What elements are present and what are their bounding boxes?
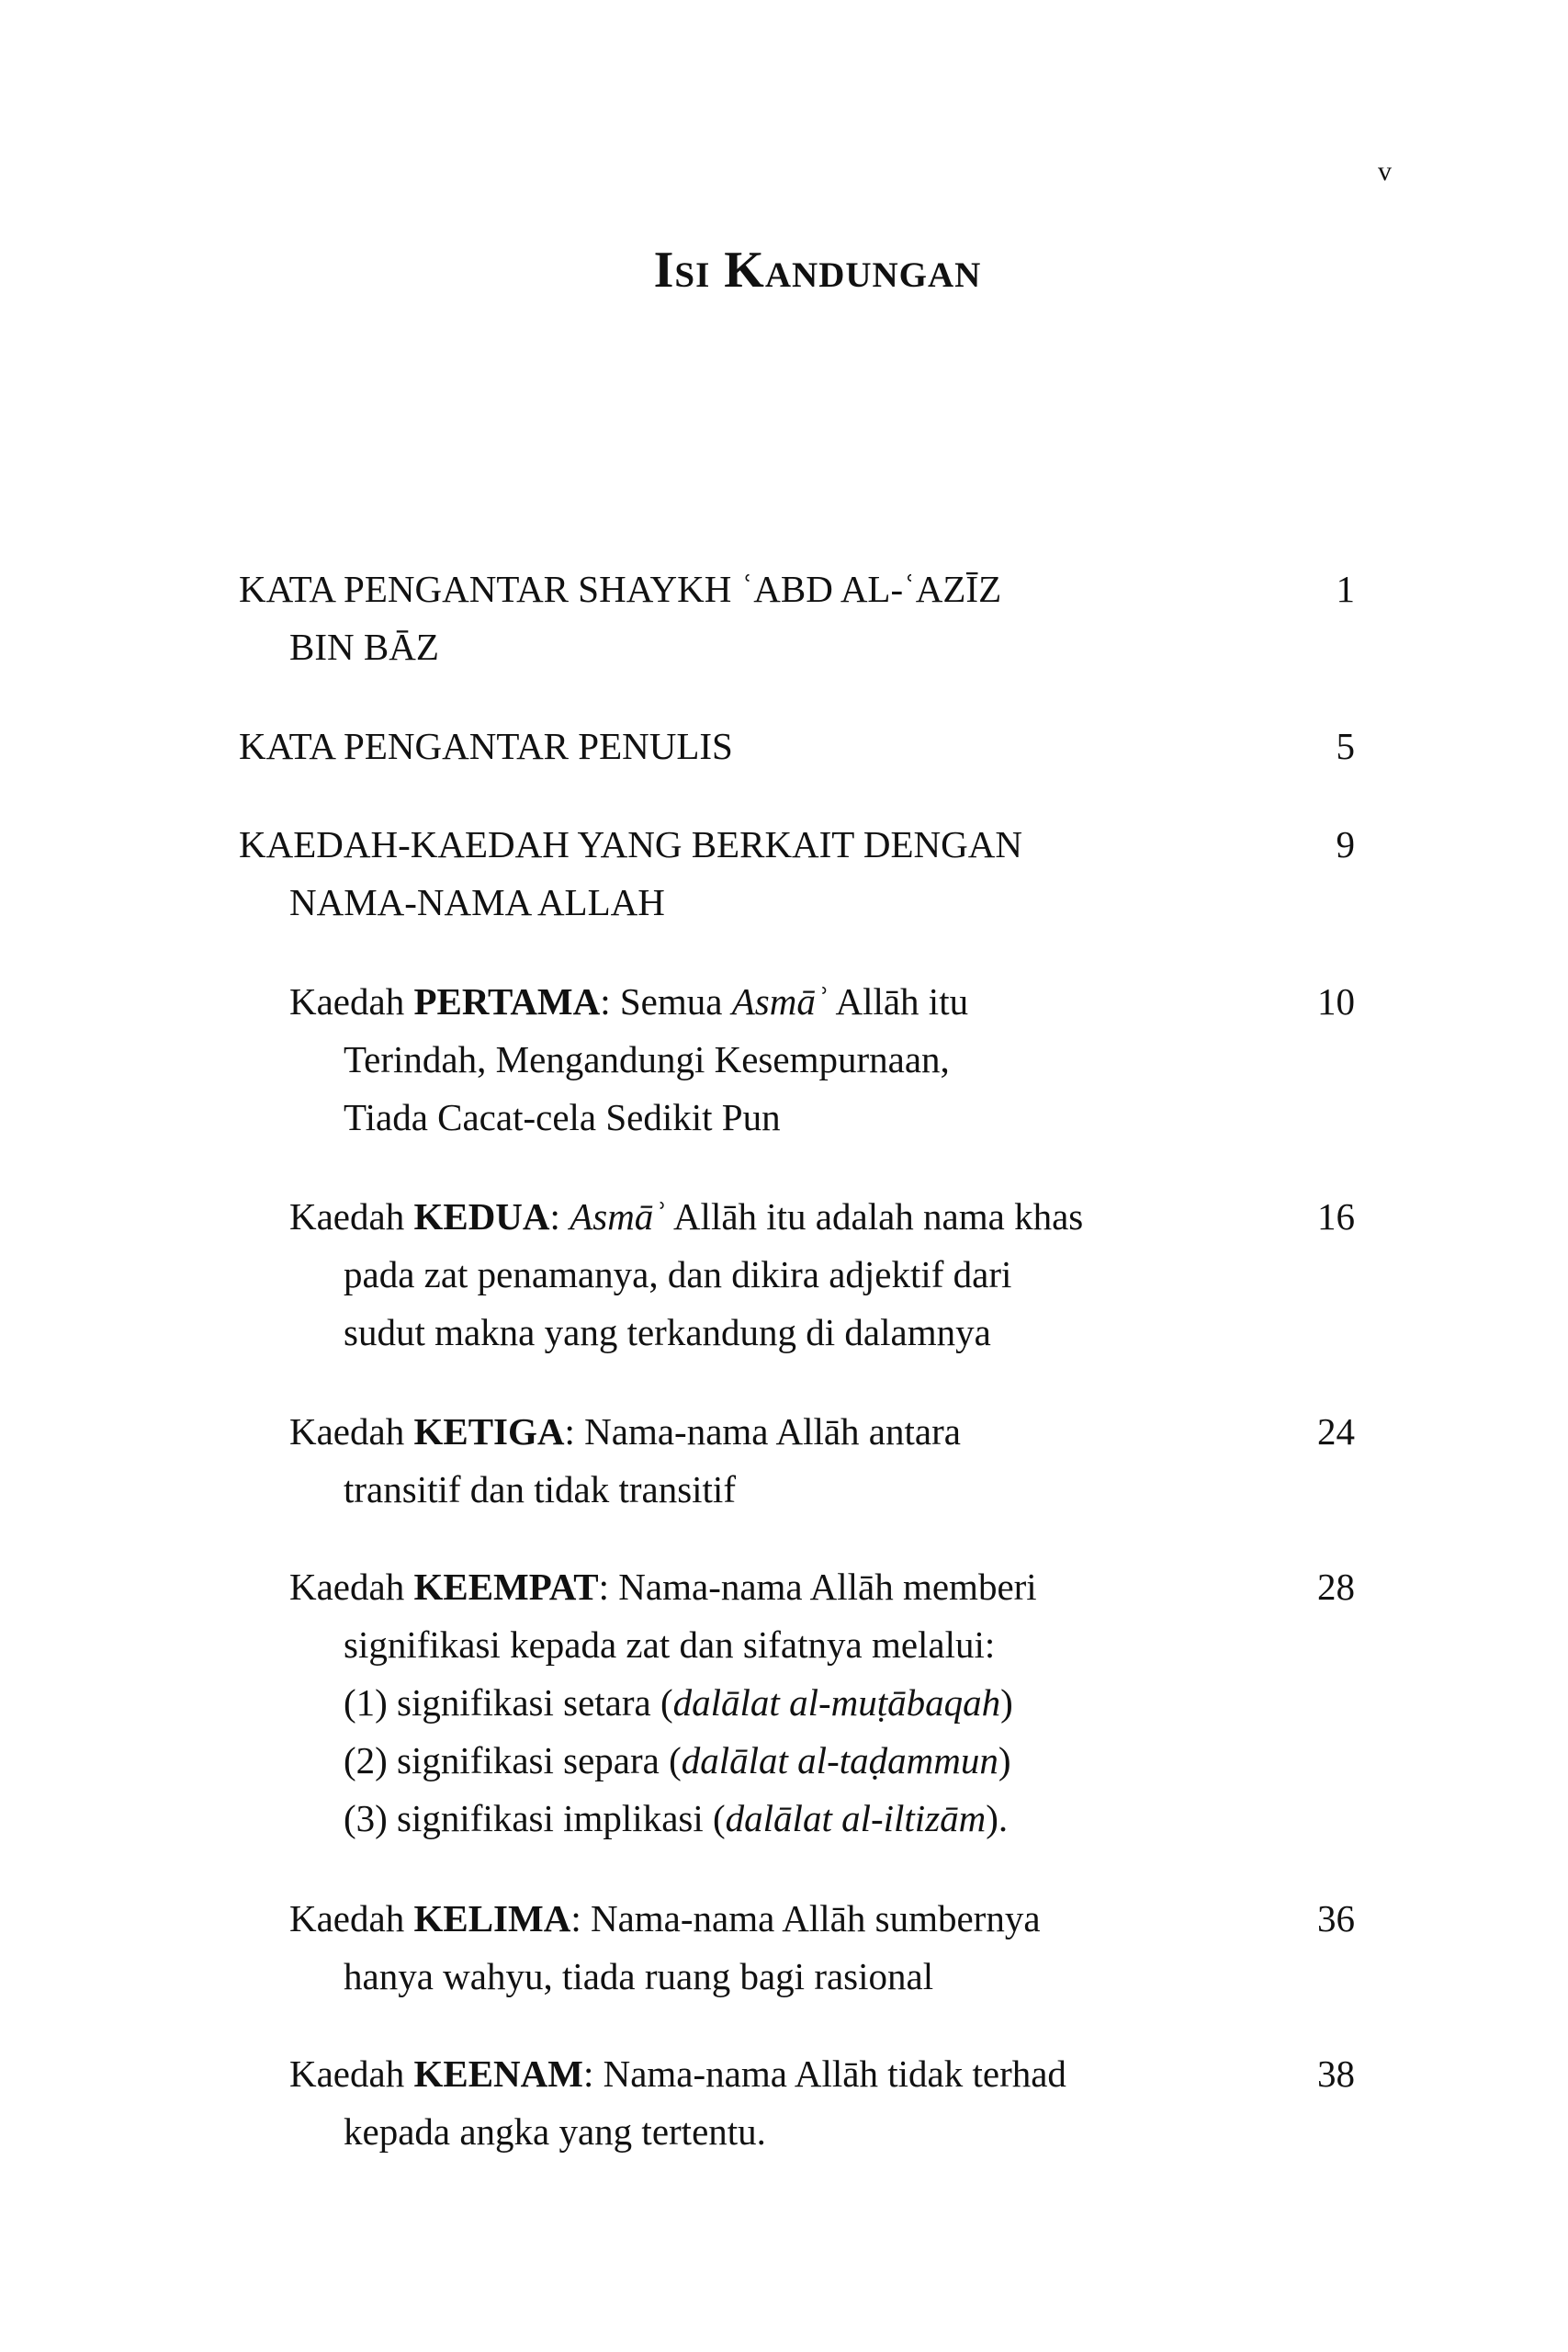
- entry-text: kepada angka yang tertentu.: [344, 2110, 766, 2153]
- toc-entry[interactable]: [0, 1558, 1568, 1848]
- entry-text: NAMA-NAMA ALLAH: [289, 881, 665, 923]
- rule-ordinal: KETIGA: [413, 1410, 565, 1453]
- transliterated-term: dalālat al-muṭābaqah: [672, 1681, 1001, 1724]
- page-title: Isi Kandungan: [653, 242, 982, 299]
- toc-entry-line: [289, 874, 1568, 932]
- toc-entry-line: [289, 1403, 1568, 1461]
- toc-entry-line: [289, 973, 1568, 1031]
- toc-entry-line: [344, 1674, 1568, 1732]
- entry-text: Tiada Cacat-cela Sedikit Pun: [344, 1096, 781, 1138]
- toc-page-number: 38: [1317, 2052, 1355, 2095]
- entry-text: sudut makna yang terkandung di dalamnya: [344, 1311, 991, 1353]
- entry-text: (2) signifikasi separa (: [344, 1739, 682, 1781]
- toc-page-number: 16: [1317, 1195, 1355, 1238]
- rule-ordinal: PERTAMA: [413, 980, 601, 1023]
- entry-text: Terindah, Mengandungi Kesempurnaan,: [344, 1038, 950, 1080]
- rule-ordinal: KEEMPAT: [413, 1566, 599, 1608]
- transliterated-term: Asmāʾ: [731, 980, 829, 1023]
- entry-text: ): [998, 1739, 1011, 1781]
- entry-text: : Nama-nama Allāh sumbernya: [570, 1897, 1041, 1939]
- entry-text: (3) signifikasi implikasi (: [344, 1797, 726, 1839]
- entry-text: : Nama-nama Allāh antara: [564, 1410, 961, 1453]
- rule-ordinal: KEENAM: [413, 2052, 583, 2095]
- entry-text: transitif dan tidak transitif: [344, 1468, 736, 1510]
- toc-entry[interactable]: [0, 1890, 1568, 2006]
- entry-text: : Nama-nama Allāh tidak terhad: [582, 2052, 1066, 2095]
- rule-ordinal: KELIMA: [413, 1897, 571, 1939]
- entry-text: BIN BĀZ: [289, 626, 439, 668]
- entry-text: Kaedah: [289, 1897, 414, 1939]
- entry-text: KATA PENGANTAR SHAYKH ʿABD AL-ʿAZĪZ: [239, 568, 1002, 610]
- entry-text: :: [549, 1195, 570, 1238]
- entry-text: Kaedah: [289, 1566, 414, 1608]
- entry-text: Kaedah: [289, 1195, 414, 1238]
- toc-entry[interactable]: [0, 816, 1568, 932]
- toc-page-number: 10: [1317, 980, 1355, 1023]
- entry-text: hanya wahyu, tiada ruang bagi rasional: [344, 1955, 934, 1997]
- entry-text: : Semua: [600, 980, 732, 1023]
- toc-entry-line: [344, 1732, 1568, 1790]
- toc-entry[interactable]: [0, 1403, 1568, 1519]
- toc-page-number: 28: [1317, 1566, 1355, 1608]
- toc-entry[interactable]: [0, 2045, 1568, 2161]
- toc-entry[interactable]: [0, 1188, 1568, 1362]
- toc-entry-line: [289, 618, 1568, 676]
- entry-text: signifikasi kepada zat dan sifatnya melalui:: [344, 1623, 996, 1666]
- toc-entry-line: [344, 1948, 1568, 2006]
- entry-text: ): [1000, 1681, 1013, 1724]
- toc-page-number: 1: [1336, 568, 1355, 610]
- toc-entry-line: [344, 1790, 1568, 1848]
- toc-entry-line: [239, 816, 1568, 874]
- transliterated-term: dalālat al-taḍammun: [681, 1739, 998, 1781]
- toc-entry[interactable]: [0, 560, 1568, 676]
- entry-text: (1) signifikasi setara (: [344, 1681, 673, 1724]
- entry-text: ).: [986, 1797, 1009, 1839]
- entry-text: Allāh itu adalah nama khas: [665, 1195, 1084, 1238]
- toc-page-number: 5: [1336, 725, 1355, 767]
- toc-entry-line: [344, 1031, 1568, 1089]
- toc-entry-line: [344, 1089, 1568, 1147]
- toc-entry-line: [344, 1304, 1568, 1362]
- toc-entry-line: [344, 1461, 1568, 1519]
- entry-text: KAEDAH-KAEDAH YANG BERKAIT DENGAN: [239, 823, 1022, 865]
- toc-entry-line: [344, 1616, 1568, 1674]
- page-number: v: [1378, 156, 1392, 187]
- toc-entry-line: [289, 2045, 1568, 2103]
- toc-page-number: 24: [1317, 1410, 1355, 1453]
- toc-entry-line: [289, 1890, 1568, 1948]
- transliterated-term: dalālat al-iltizām: [725, 1797, 987, 1839]
- toc-page-number: 36: [1317, 1897, 1355, 1939]
- toc-entry[interactable]: [0, 718, 1568, 775]
- entry-text: : Nama-nama Allāh memberi: [598, 1566, 1037, 1608]
- toc-entry-line: [239, 560, 1568, 618]
- toc-entry-line: [344, 2103, 1568, 2161]
- entry-text: Kaedah: [289, 980, 414, 1023]
- entry-text: KATA PENGANTAR PENULIS: [239, 725, 733, 767]
- toc-entry-line: [289, 1188, 1568, 1246]
- entry-text: pada zat penamanya, dan dikira adjektif dari: [344, 1253, 1012, 1295]
- entry-text: Kaedah: [289, 2052, 414, 2095]
- toc-page-number: 9: [1336, 823, 1355, 865]
- toc-entry[interactable]: [0, 973, 1568, 1147]
- toc-entry-line: [344, 1246, 1568, 1304]
- toc-entry-line: [239, 718, 1568, 775]
- entry-text: Kaedah: [289, 1410, 414, 1453]
- transliterated-term: Asmāʾ: [570, 1195, 666, 1238]
- entry-text: Allāh itu: [828, 980, 969, 1023]
- rule-ordinal: KEDUA: [413, 1195, 550, 1238]
- toc-entry-line: [289, 1558, 1568, 1616]
